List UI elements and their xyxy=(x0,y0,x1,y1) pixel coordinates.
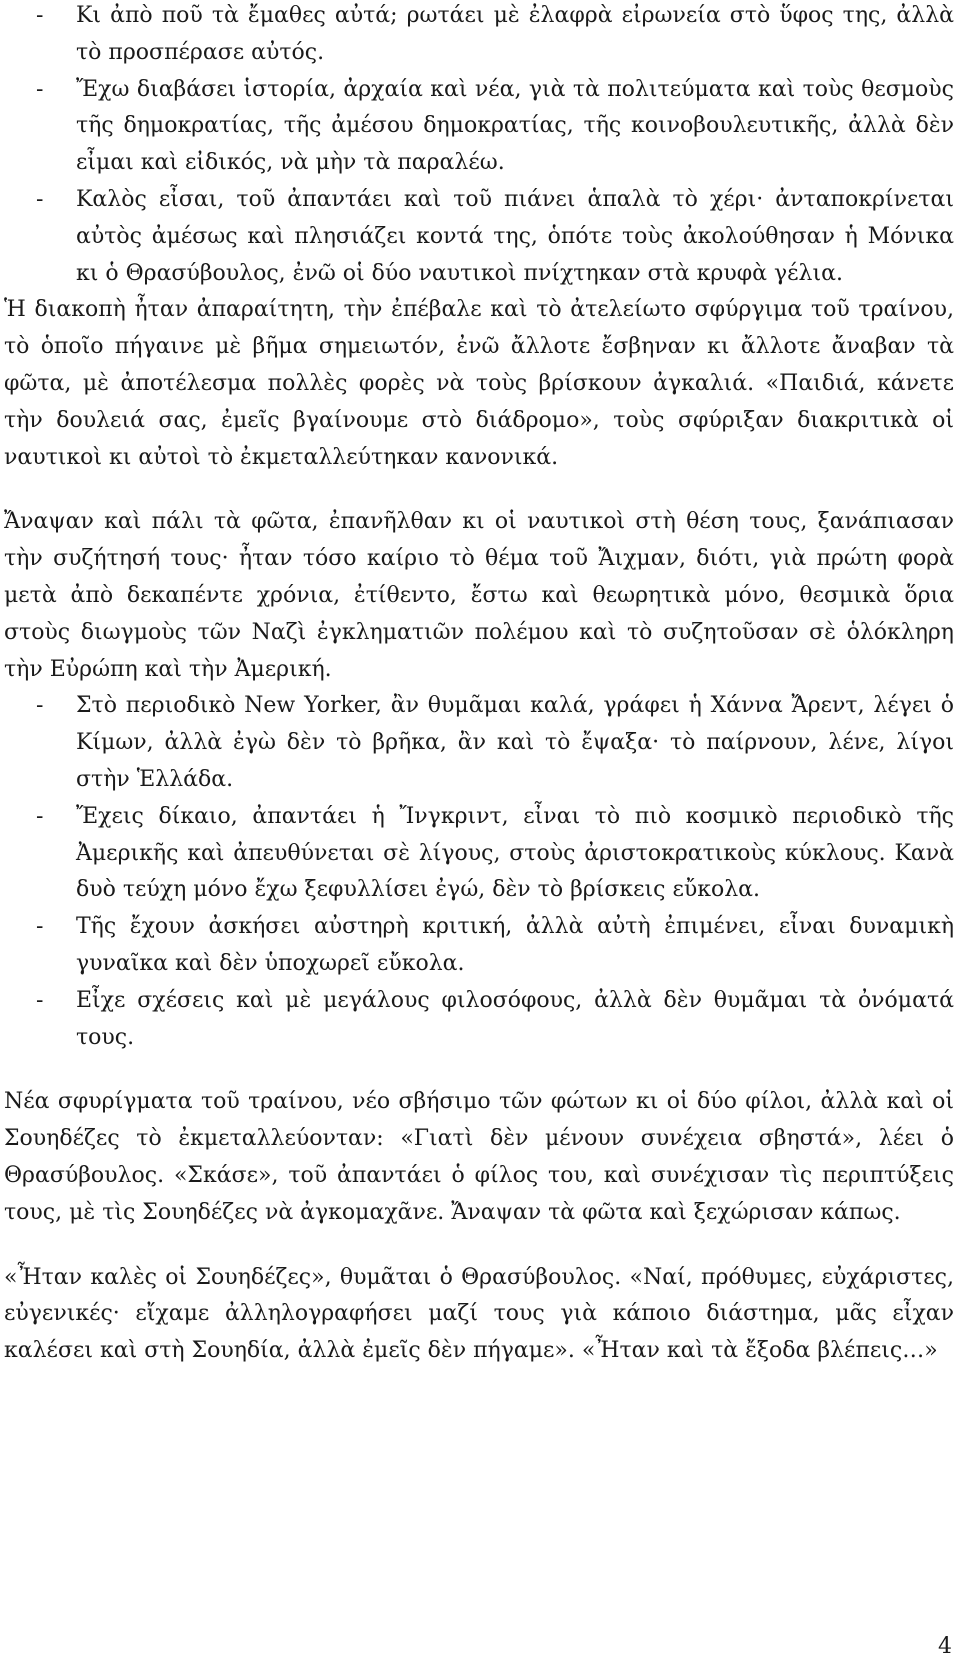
dialogue-text: Ἔχω διαβάσει ἱστορία, ἀρχαία καὶ νέα, γιὰ τὰ πολιτεύματα καὶ τοὺς θεσμοὺς τῆς δημοκρατίας, τῆς ἀμέσου δημοκρατίας, τῆς κοινοβουλευτικῆς, ἀλλὰ δὲν εἶμαι καὶ εἰδικός, νὰ μὴν τὰ παραλέω. xyxy=(76,76,954,176)
dialogue-dash: - xyxy=(36,186,44,212)
paragraph: Ἡ διακοπὴ ἦταν ἀπαραίτητη, τὴν ἐπέβαλε καὶ τὸ ἀτελείωτο σφύργιμα τοῦ τραίνου, τὸ ὁποῖο πήγαινε μὲ βῆμα σημειωτόν, ἐνῶ ἄλλοτε ἔσβηναν κι ἄλλοτε ἄναβαν τὰ φῶτα, μὲ ἀποτέλεσμα πολλὲς φορὲς νὰ τοὺς βρίσκουν ἀγκαλιά. «Παιδιά, κάνετε τὴν δουλειά σας, ἐμεῖς βγαίνουμε στὸ διάδρομο», τοὺς σφύριξαν διακριτικὰ οἱ ναυτικοὶ κι αὐτοὶ τὸ ἐκμεταλλεύτηκαν κανονικά. xyxy=(4,297,954,470)
dialogue-line xyxy=(4,0,956,72)
dialogue-text: Τῆς ἔχουν ἀσκήσει αὐστηρὴ κριτική, ἀλλὰ αὐτὴ ἐπιμένει, εἶναι δυναμικὴ γυναῖκα καὶ δὲν ὑποχωρεῖ εὔκολα. xyxy=(76,914,954,976)
dialogue-dash: - xyxy=(36,914,44,940)
paragraph-gap xyxy=(4,1232,956,1260)
paragraph-gap xyxy=(4,476,956,504)
dialogue-line xyxy=(4,799,956,909)
paragraph: Νέα σφυρίγματα τοῦ τραίνου, νέο σβήσιμο τῶν φώτων κι οἱ δύο φίλοι, ἀλλὰ καὶ οἱ Σουηδέζες τὸ ἐκμεταλλεύονταν: «Γιατὶ δὲν μένουν συνέχεια σβηστά», λέει ὁ Θρασύβουλος. «Σκάσε», τοῦ ἀπαντάει ὁ φίλος του, καὶ συνέχισαν τὶς περιπτύξεις τους, μὲ τὶς Σουηδέζες νὰ ἀγκομαχᾶνε. Ἄναψαν τὰ φῶτα καὶ ξεχώρισαν κάπως. xyxy=(4,1089,954,1225)
dialogue-dash: - xyxy=(36,987,44,1013)
paragraph-gap xyxy=(4,1056,956,1084)
page-number: 4 xyxy=(938,1634,952,1659)
dialogue-line xyxy=(4,182,956,292)
dialogue-text: Εἶχε σχέσεις καὶ μὲ μεγάλους φιλοσόφους, ἀλλὰ δὲν θυμᾶμαι τὰ ὀνόματά τους. xyxy=(76,987,954,1050)
dialogue-dash: - xyxy=(36,693,44,719)
dialogue-line xyxy=(4,72,956,182)
dialogue-dash: - xyxy=(36,76,44,102)
dialogue-line xyxy=(4,909,956,983)
paragraph: «Ἦταν καλὲς οἱ Σουηδέζες», θυμᾶται ὁ Θρασύβουλος. «Ναί, πρόθυμες, εὐχάριστες, εὐγενικές· εἴχαμε ἀλληλογραφήσει μαζί τους γιὰ κάποιο διάστημα, μᾶς εἶχαν καλέσει καὶ στὴ Σουηδία, ἀλλὰ ἐμεῖς δὲν πήγαμε». «Ἦταν καὶ τὰ ἔξοδα βλέπεις…» xyxy=(4,1264,954,1364)
paragraph: Ἄναψαν καὶ πάλι τὰ φῶτα, ἐπανῆλθαν κι οἱ ναυτικοὶ στὴ θέση τους, ξανάπιασαν τὴν συζήτησή τους· ἦταν τόσο καίριο τὸ θέμα τοῦ Ἄιχμαν, διότι, γιὰ πρώτη φορὰ μετὰ ἀπὸ δεκαπέντε χρόνια, ἐτίθεντο, ἔστω καὶ θεωρητικὰ μόνο, θεσμικὰ ὅρια στοὺς διωγμοὺς τῶν Ναζὶ ἐγκληματιῶν πολέμου καὶ τὸ συζητοῦσαν σὲ ὁλόκληρη τὴν Εὐρώπη καὶ τὴν Ἀμερική. xyxy=(4,509,954,682)
dialogue-text: Κι ἀπὸ ποῦ τὰ ἔμαθες αὐτά; ρωτάει μὲ ἐλαφρὰ εἰρωνεία στὸ ὕφος της, ἀλλὰ τὸ προσπέρασε αὐτός. xyxy=(76,3,954,65)
dialogue-text: Καλὸς εἶσαι, τοῦ ἀπαντάει καὶ τοῦ πιάνει ἁπαλὰ τὸ χέρι· ἀνταποκρίνεται αὐτὸς ἀμέσως καὶ πλησιάζει κοντά της, ὁπότε τοὺς ἀκολούθησαν ἡ Μόνικα κι ὁ Θρασύβουλος, ἐνῶ οἱ δύο ναυτικοὶ πνίχτηκαν στὰ κρυφὰ γέλια. xyxy=(76,186,954,286)
dialogue-text: Ἔχεις δίκαιο, ἀπαντάει ἡ Ἴνγκριντ, εἶναι τὸ πιὸ κοσμικὸ περιοδικὸ τῆς Ἀμερικῆς καὶ ἀπευθύνεται σὲ λίγους, στοὺς ἀριστοκρατικοὺς κύκλους. Κανὰ δυὸ τεύχη μόνο ἔχω ξεφυλλίσει ἐγώ, δὲν τὸ βρίσκεις εὔκολα. xyxy=(76,803,954,903)
dialogue-dash: - xyxy=(36,803,44,829)
dialogue-line xyxy=(4,983,956,1057)
dialogue-text: Στὸ περιοδικὸ New Yorker, ἂν θυμᾶμαι καλά, γράφει ἡ Χάννα Ἄρεντ, λέγει ὁ Κίμων, ἀλλὰ ἐγὼ δὲν τὸ βρῆκα, ἂν καὶ τὸ ἔψαξα· τὸ παίρνουν, λένε, λίγοι στὴν Ἑλλάδα. xyxy=(76,693,954,792)
document-body xyxy=(4,0,956,1370)
dialogue-line xyxy=(4,688,956,798)
dialogue-dash: - xyxy=(36,3,44,28)
